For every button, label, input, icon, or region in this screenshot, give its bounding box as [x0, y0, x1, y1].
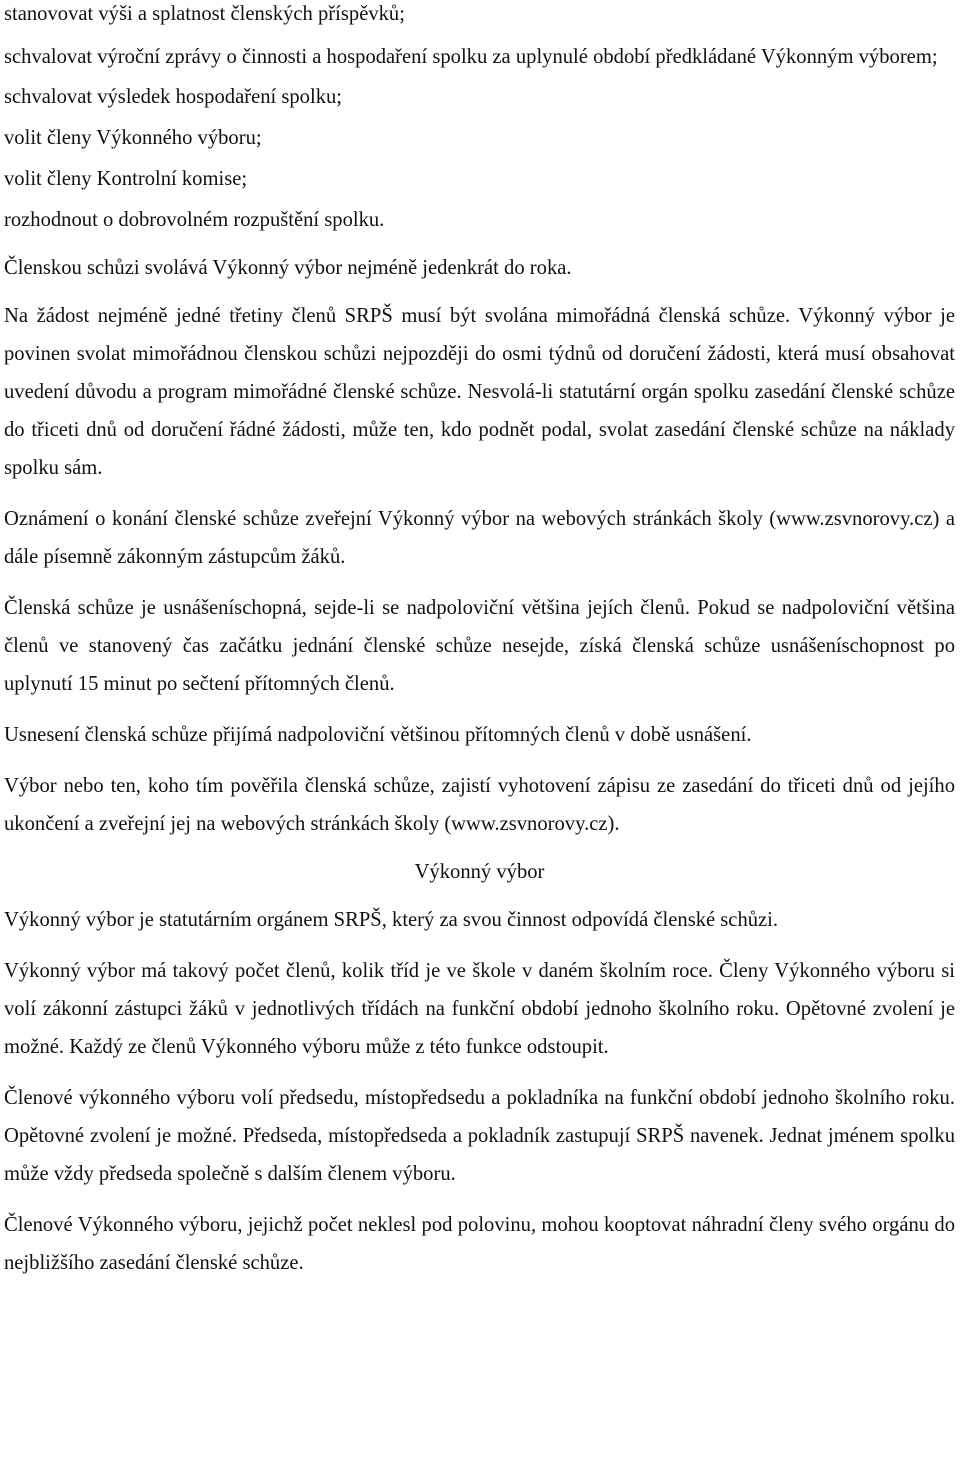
list-item: volit členy Kontrolní komise;	[4, 168, 248, 190]
section-heading: Výkonný výbor	[414, 861, 545, 883]
list-item: volit členy Výkonného výboru;	[4, 127, 262, 149]
powers-list	[4, 0, 955, 239]
paragraph-resolutions: Usnesení členská schůze přijímá nadpoloviční většinou přítomných členů v době usnášení.	[4, 724, 752, 746]
list-item: schvalovat výroční zprávy o činnosti a hospodaření spolku za uplynulé období předkládané Výkonným výborem;	[4, 46, 938, 68]
paragraph-executive-members: Výkonný výbor má takový počet členů, kolik tříd je ve škole v daném školním roce. Členy Výkonného výboru si volí zákonní zástupci žáků v jednotlivých třídách na funkční období jednoho školního roku. Opětovné zvolení je možné. Každý ze členů Výkonného výboru může z této funkce odstoupit.	[4, 960, 955, 1058]
list-item: schvalovat výsledek hospodaření spolku;	[4, 86, 343, 108]
paragraph-quorum: Členská schůze je usnášeníschopná, sejde-li se nadpoloviční většina jejích členů. Pokud se nadpoloviční většina členů ve stanovený čas začátku jednání členské schůze nesejde, získá členská schůze usnášeníschopnost po uplynutí 15 minut po sečtení přítomných členů.	[4, 597, 955, 695]
paragraph-extraordinary-meeting: Na žádost nejméně jedné třetiny členů SRPŠ musí být svolána mimořádná členská schůze. Výkonný výbor je povinen svolat mimořádnou členskou schůzi nejpozději do osmi týdnů od doručení žádosti, která musí obsahovat uvedení důvodu a program mimořádné členské schůze. Nesvolá-li statutární orgán spolku zasedání členské schůze do třiceti dnů od doručení řádné žádosti, může ten, kdo podnět podal, svolat zasedání členské schůze na náklady spolku sám.	[4, 305, 955, 479]
paragraph-executive-role: Výkonný výbor je statutárním orgánem SRPŠ, který za svou činnost odpovídá členské schůzi.	[4, 909, 779, 931]
list-item: stanovovat výši a splatnost členských příspěvků;	[4, 3, 405, 25]
paragraph-executive-officers: Členové výkonného výboru volí předsedu, místopředsedu a pokladníka na funkční období jednoho školního roku. Opětovné zvolení je možné. Předseda, místopředseda a pokladník zastupují SRPŠ navenek. Jednat jménem spolku může vždy předseda společně s dalším členem výboru.	[4, 1087, 955, 1185]
paragraph-minutes: Výbor nebo ten, koho tím pověřila členská schůze, zajistí vyhotovení zápisu ze zasedání do třiceti dnů od jejího ukončení a zveřejní jej na webových stránkách školy (www.zsvnorovy.cz).	[4, 775, 955, 835]
document-page	[4, 0, 955, 1282]
paragraph-convening: Členskou schůzi svolává Výkonný výbor nejméně jedenkrát do roka.	[4, 257, 572, 279]
paragraph-announcement: Oznámení o konání členské schůze zveřejní Výkonný výbor na webových stránkách školy (www.zsvnorovy.cz) a dále písemně zákonným zástupcům žáků.	[4, 508, 955, 568]
list-item: rozhodnout o dobrovolném rozpuštění spolku.	[4, 209, 385, 231]
paragraph-cooptation: Členové Výkonného výboru, jejichž počet neklesl pod polovinu, mohou kooptovat náhradní členy svého orgánu do nejbližšího zasedání členské schůze.	[4, 1214, 955, 1274]
